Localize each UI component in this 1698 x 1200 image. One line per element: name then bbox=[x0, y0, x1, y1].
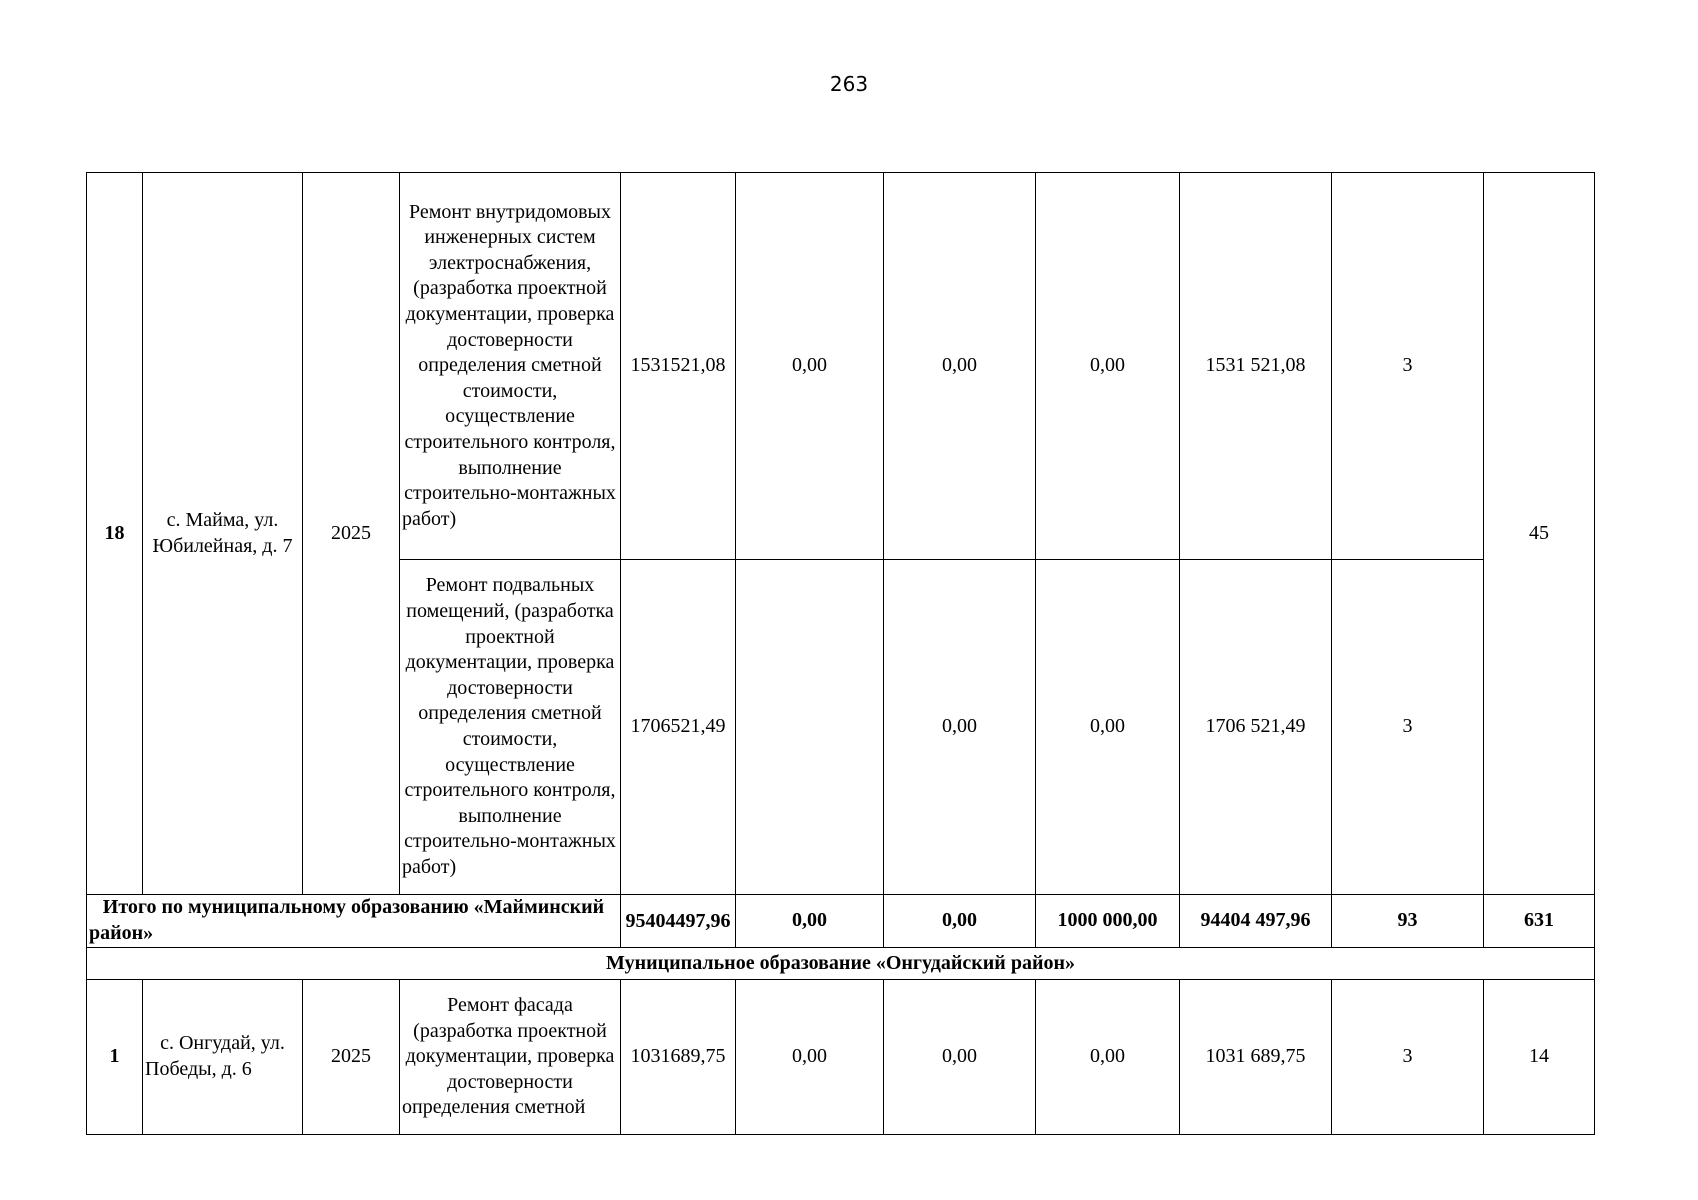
amount-cell bbox=[736, 560, 884, 895]
total-count-cell: 45 bbox=[1484, 173, 1595, 895]
total-count-cell: 14 bbox=[1484, 980, 1595, 1135]
amount-cell: 1706 521,49 bbox=[1180, 560, 1332, 895]
count-cell: 3 bbox=[1332, 560, 1484, 895]
amount-cell: 0,00 bbox=[884, 560, 1036, 895]
amount-cell: 0,00 bbox=[736, 980, 884, 1135]
total-cost-cell: 95404497,96 bbox=[621, 895, 736, 948]
address-cell: с. Майма, ул. Юбилейная, д. 7 bbox=[143, 173, 303, 895]
section-row bbox=[87, 948, 1595, 980]
row-number: 18 bbox=[87, 173, 143, 895]
total-amount-cell: 94404 497,96 bbox=[1180, 895, 1332, 948]
total-amount-cell: 1000 000,00 bbox=[1036, 895, 1180, 948]
amount-cell: 0,00 bbox=[1036, 173, 1180, 560]
cost-cell: 1531521,08 bbox=[621, 173, 736, 560]
row-number: 1 bbox=[87, 980, 143, 1135]
work-description: Ремонт подвальных помещений, (разработка проектной документации, проверка достоверности определения сметной стоимости, осуществление строительного контроля, выполнение строительно-монтажных работ) bbox=[400, 560, 621, 895]
work-description: Ремонт фасада (разработка проектной документации, проверка достоверности определения сметной bbox=[400, 980, 621, 1135]
work-description: Ремонт внутридомовых инженерных систем электроснабжения, (разработка проектной документации, проверка достоверности определения сметной стоимости, осуществление строительного контроля, выполнение строительно-монтажных работ) bbox=[400, 173, 621, 560]
address-cell: с. Онгудай, ул. Победы, д. 6 bbox=[143, 980, 303, 1135]
amount-cell: 0,00 bbox=[884, 980, 1036, 1135]
total-amount-cell: 0,00 bbox=[884, 895, 1036, 948]
amount-cell: 0,00 bbox=[884, 173, 1036, 560]
year-cell: 2025 bbox=[303, 980, 400, 1135]
amount-cell: 1531 521,08 bbox=[1180, 173, 1332, 560]
count-cell: 3 bbox=[1332, 980, 1484, 1135]
total-count-cell: 93 bbox=[1332, 895, 1484, 948]
total-count-cell: 631 bbox=[1484, 895, 1595, 948]
table-row bbox=[87, 173, 1595, 560]
amount-cell: 0,00 bbox=[736, 173, 884, 560]
total-amount-cell: 0,00 bbox=[736, 895, 884, 948]
amount-cell: 1031 689,75 bbox=[1180, 980, 1332, 1135]
cost-cell: 1031689,75 bbox=[621, 980, 736, 1135]
page-number: 263 bbox=[829, 72, 869, 96]
table-row bbox=[87, 980, 1595, 1135]
amount-cell: 0,00 bbox=[1036, 980, 1180, 1135]
section-heading: Муниципальное образование «Онгудайский район» bbox=[87, 948, 1595, 980]
cost-cell: 1706521,49 bbox=[621, 560, 736, 895]
total-label: Итого по муниципальному образованию «Майминский район» bbox=[87, 895, 621, 948]
works-table bbox=[86, 172, 1595, 1135]
amount-cell: 0,00 bbox=[1036, 560, 1180, 895]
total-row bbox=[87, 895, 1595, 948]
year-cell: 2025 bbox=[303, 173, 400, 895]
count-cell: 3 bbox=[1332, 173, 1484, 560]
